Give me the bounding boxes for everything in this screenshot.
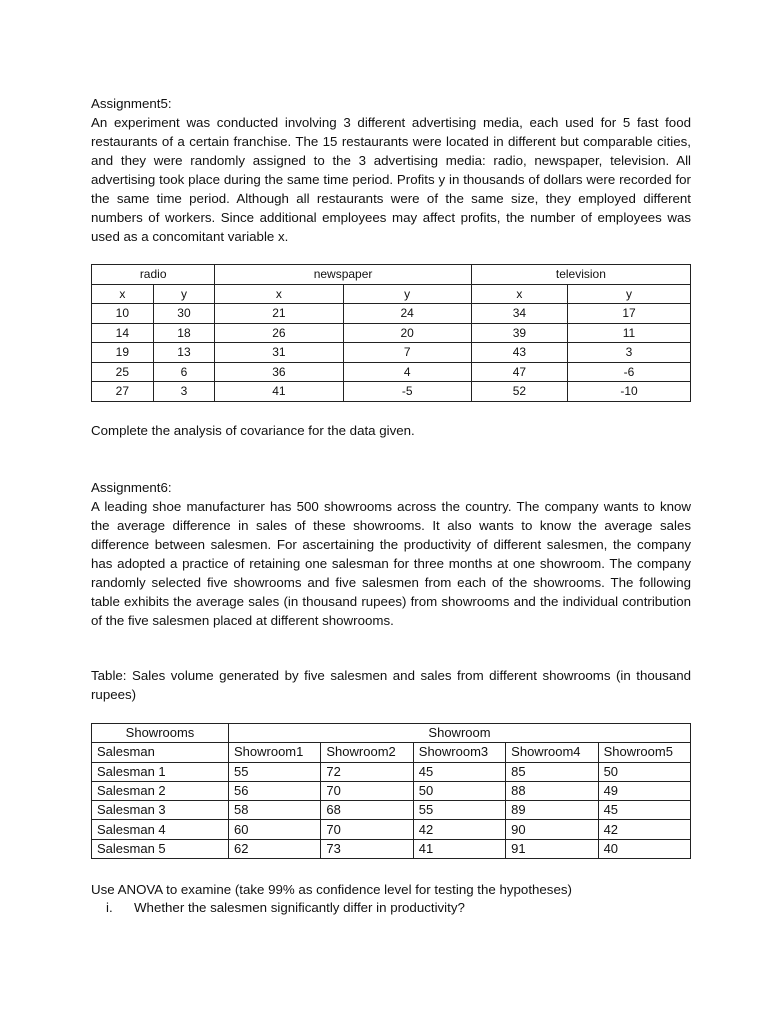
table-row	[92, 343, 691, 363]
assignment6-instruction: Use ANOVA to examine (take 99% as confidence level for testing the hypotheses)	[91, 882, 572, 897]
advertising-table-subheader-row	[92, 284, 691, 304]
advertising-table	[91, 264, 691, 402]
table-cell: 73	[321, 839, 413, 858]
table-cell: 10	[92, 304, 154, 324]
table-row	[92, 801, 691, 820]
sales-table	[91, 723, 691, 859]
table-cell: 14	[92, 323, 154, 343]
table-cell: 19	[92, 343, 154, 363]
table-row	[92, 820, 691, 839]
table-cell: 89	[506, 801, 598, 820]
table-cell: 60	[229, 820, 321, 839]
table-row	[92, 323, 691, 343]
question-number: i.	[106, 900, 113, 915]
table-cell: 55	[229, 762, 321, 781]
table-cell: 85	[506, 762, 598, 781]
table-cell: -6	[568, 362, 691, 382]
table-cell: 56	[229, 781, 321, 800]
assignment5-instruction-block	[91, 421, 691, 440]
table-cell: 26	[215, 323, 343, 343]
assignment6-body: A leading shoe manufacturer has 500 showrooms across the country. The company wants to know the average difference in sales of these showrooms. It also wants to know the average sales difference between salesmen. For ascertaining the productivity of different salesmen, the company has adopted a practice of retaining one salesman for three months at one showroom. The company randomly selected five showrooms and five salesmen from each of the showrooms. The following table exhibits the average sales (in thousand rupees) from showrooms and the individual contribution of the five salesmen placed at different showrooms.	[91, 499, 691, 628]
table-cell: 90	[506, 820, 598, 839]
table-cell: 41	[215, 382, 343, 402]
table-cell: 4	[343, 362, 471, 382]
table-cell: 58	[229, 801, 321, 820]
row-label: Salesman 4	[92, 820, 229, 839]
row-label: Salesman 1	[92, 762, 229, 781]
table-row	[92, 304, 691, 324]
table-cell: 47	[471, 362, 567, 382]
table-cell: 34	[471, 304, 567, 324]
assignment6-table-caption: Table: Sales volume generated by five salesmen and sales from different showrooms (in thousand rupees)	[91, 668, 691, 702]
subheader-cell: y	[343, 284, 471, 304]
table-cell: 13	[153, 343, 215, 363]
group-header-radio: radio	[92, 265, 215, 285]
group-header-television: television	[471, 265, 690, 285]
assignment6-title: Assignment6:	[91, 480, 172, 495]
table-cell: -10	[568, 382, 691, 402]
column-header: Showroom2	[321, 743, 413, 762]
assignment6-caption-block	[91, 666, 691, 704]
table-cell: 7	[343, 343, 471, 363]
subheader-cell: y	[568, 284, 691, 304]
question-text: Whether the salesmen significantly differ in productivity?	[134, 900, 465, 915]
table-cell: 50	[413, 781, 505, 800]
question-item	[106, 900, 465, 915]
table-cell: 45	[598, 801, 690, 820]
table-cell: 39	[471, 323, 567, 343]
column-header: Showroom4	[506, 743, 598, 762]
table-cell: 17	[568, 304, 691, 324]
table-cell: 70	[321, 781, 413, 800]
table-cell: 24	[343, 304, 471, 324]
subheader-cell: x	[471, 284, 567, 304]
table-cell: 40	[598, 839, 690, 858]
table-cell: 55	[413, 801, 505, 820]
sales-table-column-row	[92, 743, 691, 762]
column-header: Showroom1	[229, 743, 321, 762]
sales-table-header-row	[92, 724, 691, 743]
table-cell: 30	[153, 304, 215, 324]
table-row	[92, 762, 691, 781]
corner-header-showrooms: Showrooms	[92, 724, 229, 743]
table-cell: 3	[153, 382, 215, 402]
table-cell: 49	[598, 781, 690, 800]
subheader-cell: x	[92, 284, 154, 304]
assignment5-instruction: Complete the analysis of covariance for the data given.	[91, 423, 415, 438]
table-cell: 50	[598, 762, 690, 781]
column-header: Showroom3	[413, 743, 505, 762]
assignment5-title: Assignment5:	[91, 96, 172, 111]
table-row	[92, 781, 691, 800]
table-cell: 52	[471, 382, 567, 402]
table-cell: 70	[321, 820, 413, 839]
table-cell: 21	[215, 304, 343, 324]
table-cell: 11	[568, 323, 691, 343]
row-label: Salesman 2	[92, 781, 229, 800]
table-cell: 45	[413, 762, 505, 781]
group-header-showroom: Showroom	[229, 724, 691, 743]
table-cell: 68	[321, 801, 413, 820]
table-cell: 42	[413, 820, 505, 839]
column-header: Showroom5	[598, 743, 690, 762]
table-cell: 41	[413, 839, 505, 858]
subheader-cell: y	[153, 284, 215, 304]
assignment5-section	[91, 94, 691, 246]
table-cell: 3	[568, 343, 691, 363]
table-cell: -5	[343, 382, 471, 402]
table-row	[92, 839, 691, 858]
table-cell: 27	[92, 382, 154, 402]
table-cell: 36	[215, 362, 343, 382]
table-cell: 25	[92, 362, 154, 382]
row-label: Salesman 3	[92, 801, 229, 820]
subheader-cell: x	[215, 284, 343, 304]
table-cell: 91	[506, 839, 598, 858]
group-header-newspaper: newspaper	[215, 265, 471, 285]
row-label: Salesman 5	[92, 839, 229, 858]
table-row	[92, 382, 691, 402]
assignment6-instruction-block	[91, 880, 691, 899]
table-row	[92, 362, 691, 382]
assignment6-section	[91, 478, 691, 630]
table-cell: 43	[471, 343, 567, 363]
table-cell: 6	[153, 362, 215, 382]
table-cell: 72	[321, 762, 413, 781]
table-cell: 20	[343, 323, 471, 343]
corner-header-salesman: Salesman	[92, 743, 229, 762]
assignment5-body: An experiment was conducted involving 3 different advertising media, each used for 5 fast food restaurants of a certain franchise. The 15 restaurants were located in different but comparable cities, and they were randomly assigned to the 3 advertising media: radio, newspaper, television. All advertising took place during the same time period. Profits y in thousands of dollars were recorded for the same time period. Although all restaurants were of the same size, they employed different numbers of workers. Since additional employees may affect profits, the number of employees was used as a concomitant variable x.	[91, 115, 691, 244]
table-cell: 18	[153, 323, 215, 343]
table-cell: 31	[215, 343, 343, 363]
table-cell: 62	[229, 839, 321, 858]
table-cell: 88	[506, 781, 598, 800]
table-cell: 42	[598, 820, 690, 839]
advertising-table-group-row	[92, 265, 691, 285]
